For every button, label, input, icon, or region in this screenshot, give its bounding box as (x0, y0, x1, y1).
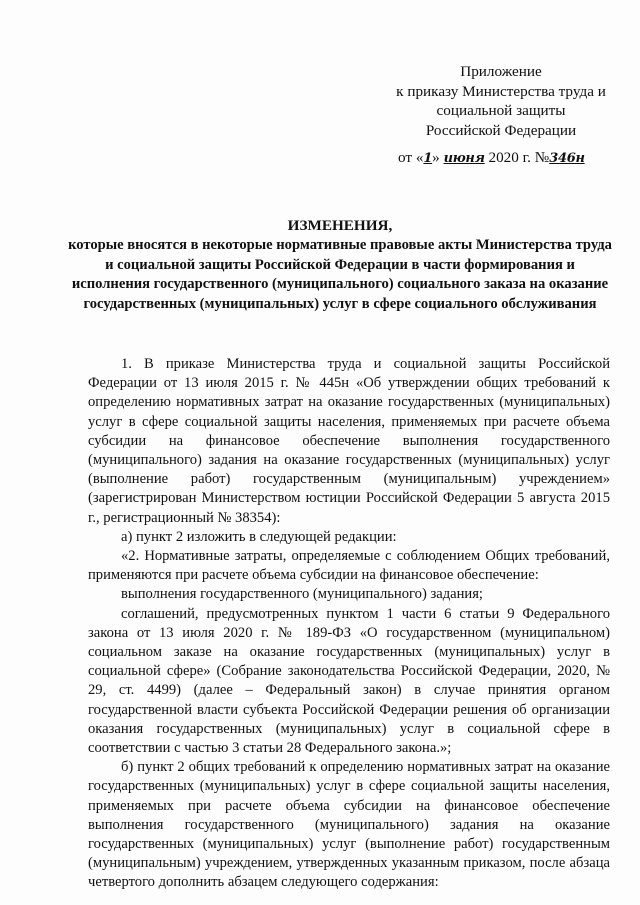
paragraph-4: выполнения государственного (муниципального) задания; (121, 586, 483, 603)
paragraph-6: б) пункт 2 общих требований к определению нормативных затрат на оказание государственных (муниципальных) услуг в сфере социальной защиты населения, применяемых при расчете объема субсидии на финансовое обеспечение выполнения государственного (муниципального) задания на оказание государственных (муниципальных) услуг (выполнение работ) государственным (муниципальным) учреждением, утвержденных указанным приказом, после абзаца четвертого дополнить абзацем следующего содержания: (88, 759, 610, 891)
order-prefix: от « (398, 149, 424, 166)
appendix-country-line: Российской Федерации (425, 121, 577, 139)
document-title: ИЗМЕНЕНИЯ, (287, 217, 393, 234)
paragraph-1: 1. В приказе Министерства труда и социальной защиты Российской Федерации от 13 июля 2015 г. № 445н «Об утверждении общих требований к определению нормативных затрат на оказание государственных (муниципальных) услуг в сфере социальной защиты населения, применяемых при расчете объема субсидии на финансовое обеспечение выполнения государственного (муниципального) задания на оказание государственных (муниципальных) услуг (выполнение работ) государственным (муниципальным) учреждением» (зарегистрирован Министерством юстиции Российской Федерации 5 августа 2015 г., регистрационный № 38354): (88, 356, 610, 526)
paragraph-2: а) пункт 2 изложить в следующей редакции: (121, 528, 397, 545)
order-number: 346н (549, 151, 585, 166)
order-sep: » (432, 149, 440, 166)
appendix-header (370, 62, 632, 140)
document-subtitle: которые вносятся в некоторые нормативные правовые акты Министерства труда и социальной защиты Российской Федерации в части формирования и исполнения государственного (муниципального) социального заказа на оказание государственных (муниципальных) услуг в сфере социального обслуживания (68, 237, 612, 312)
order-year: 2020 г. № (488, 149, 550, 166)
order-date-number (398, 148, 638, 169)
paragraph-3: «2. Нормативные затраты, определяемые с соблюдением Общих требований, применяются при расчете объема субсидии на финансовое обеспечение: (88, 548, 610, 584)
appendix-label: Приложение (460, 63, 542, 80)
appendix-ministry-line: социальной защиты (436, 102, 566, 119)
order-day: 1 (423, 151, 433, 166)
paragraph-5: соглашений, предусмотренных пунктом 1 части 6 статьи 9 Федерального закона от 13 июля 2020 г. № 189-ФЗ «О государственном (муниципальном) социальном заказе на оказание государственных (муниципальных) услуг в социальной сфере» (Собрание законодательства Российской Федерации, 2020, № 29, ст. 4499) (далее – Федеральный закон) в случае принятия органом государственной власти субъекта Российской Федерации решения об организации оказания государственных (муниципальных) услуг в социальной сфере в соответствии с частью 3 статьи 28 Федерального закона.»; (88, 605, 610, 757)
order-month: июня (443, 151, 485, 166)
appendix-order-ref: к приказу Министерства труда и (396, 82, 606, 100)
document-body (88, 355, 610, 893)
